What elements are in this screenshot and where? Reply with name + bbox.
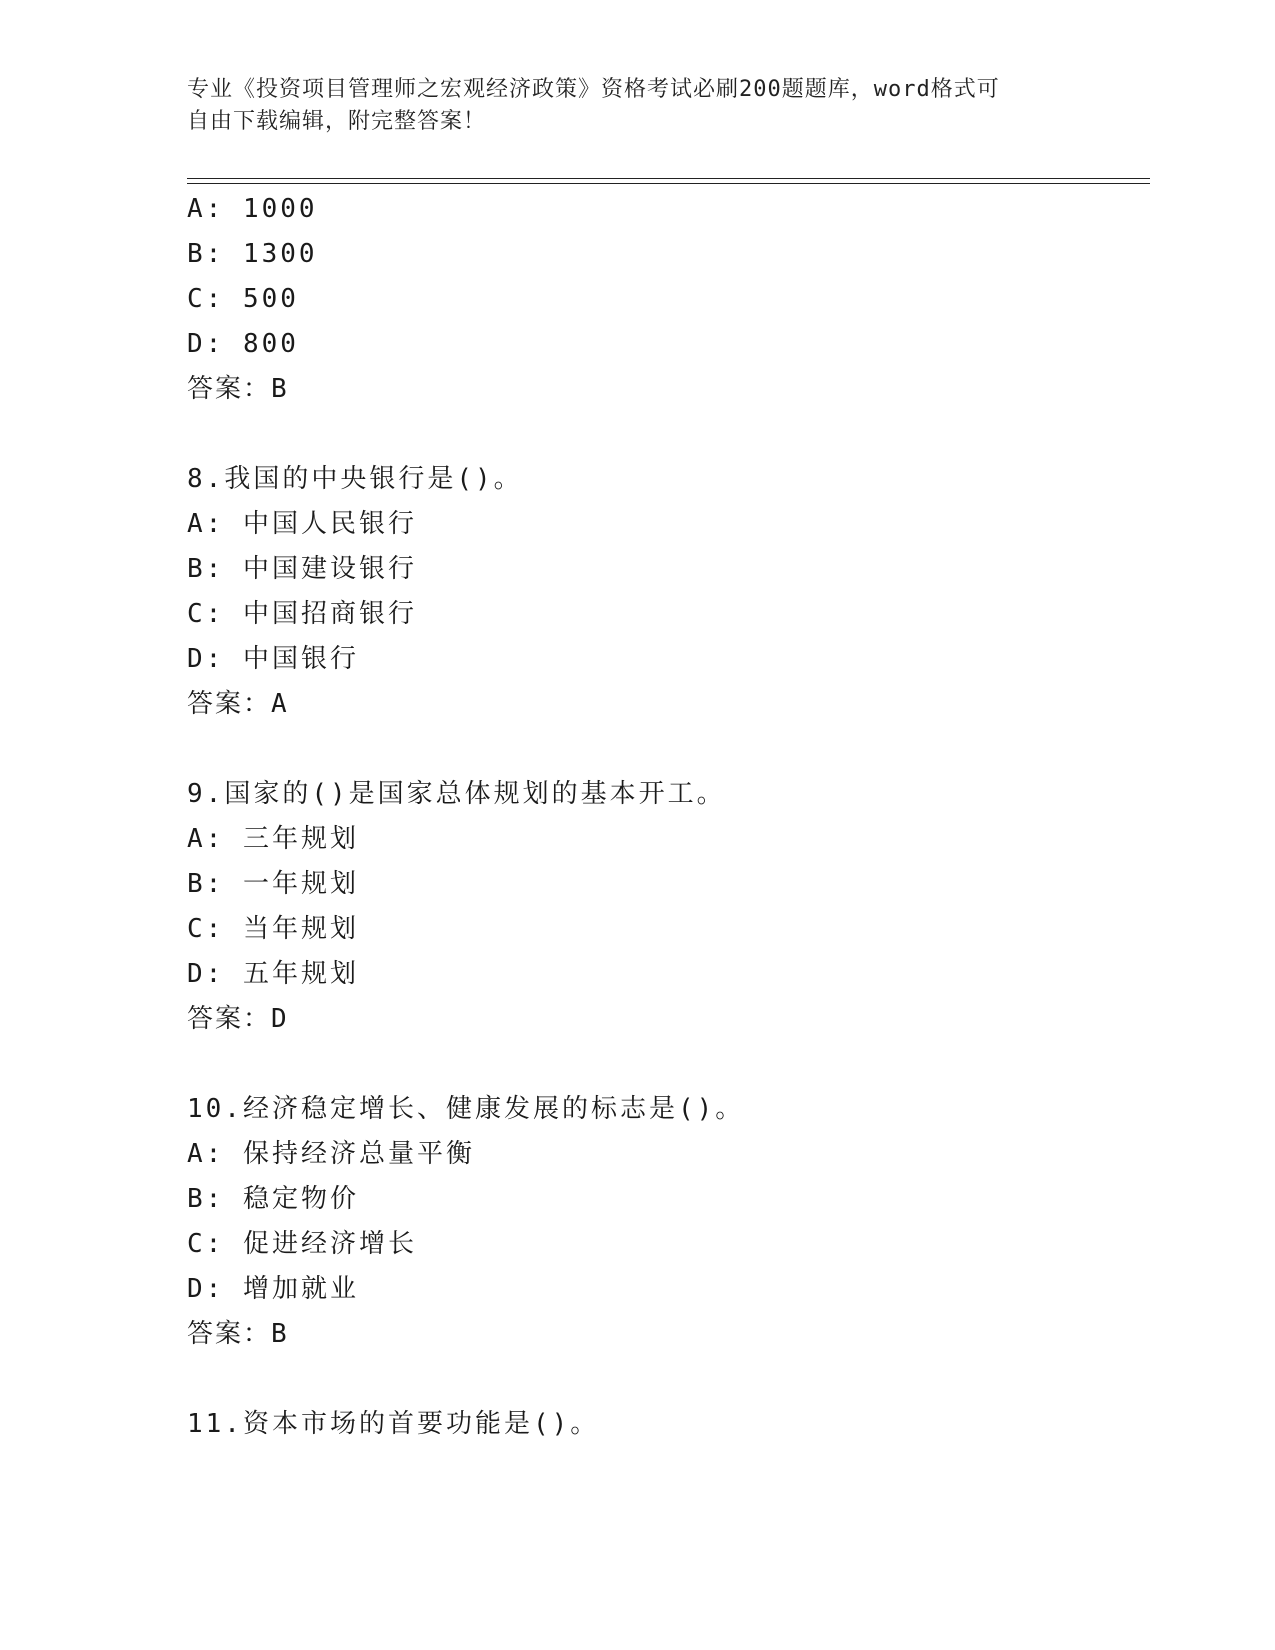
option-a: A: 三年规划 xyxy=(187,824,359,854)
answer-line: 答案：D xyxy=(187,1004,289,1034)
header-line-1: 专业《投资项目管理师之宏观经济政策》资格考试必刷200题题库，word格式可 xyxy=(187,77,1000,102)
option-b: B: 一年规划 xyxy=(187,869,359,899)
question-10: 10.经济稳定增长、健康发展的标志是()。 xyxy=(187,1094,745,1124)
option-c: C: 500 xyxy=(187,284,299,314)
option-a: A: 保持经济总量平衡 xyxy=(187,1139,475,1169)
option-a: A: 中国人民银行 xyxy=(187,509,417,539)
option-d: D: 中国银行 xyxy=(187,644,359,674)
answer-line: 答案：B xyxy=(187,374,289,404)
option-b: B: 1300 xyxy=(187,239,318,269)
question-8: 8.我国的中央银行是()。 xyxy=(187,464,523,494)
answer-line: 答案：A xyxy=(187,689,289,719)
header-line-2: 自由下载编辑，附完整答案！ xyxy=(187,109,487,134)
header-divider-bottom xyxy=(187,183,1150,184)
option-c: C: 当年规划 xyxy=(187,914,359,944)
question-9: 9.国家的()是国家总体规划的基本开工。 xyxy=(187,779,726,809)
option-c: C: 中国招商银行 xyxy=(187,599,417,629)
option-c: C: 促进经济增长 xyxy=(187,1229,417,1259)
option-d: D: 五年规划 xyxy=(187,959,359,989)
header-divider-top xyxy=(187,178,1150,179)
answer-line: 答案：B xyxy=(187,1319,289,1349)
option-d: D: 增加就业 xyxy=(187,1274,359,1304)
option-a: A: 1000 xyxy=(187,194,318,224)
document-header xyxy=(187,74,1067,138)
option-b: B: 稳定物价 xyxy=(187,1184,359,1214)
option-b: B: 中国建设银行 xyxy=(187,554,417,584)
option-d: D: 800 xyxy=(187,329,299,359)
question-11: 11.资本市场的首要功能是()。 xyxy=(187,1409,600,1439)
